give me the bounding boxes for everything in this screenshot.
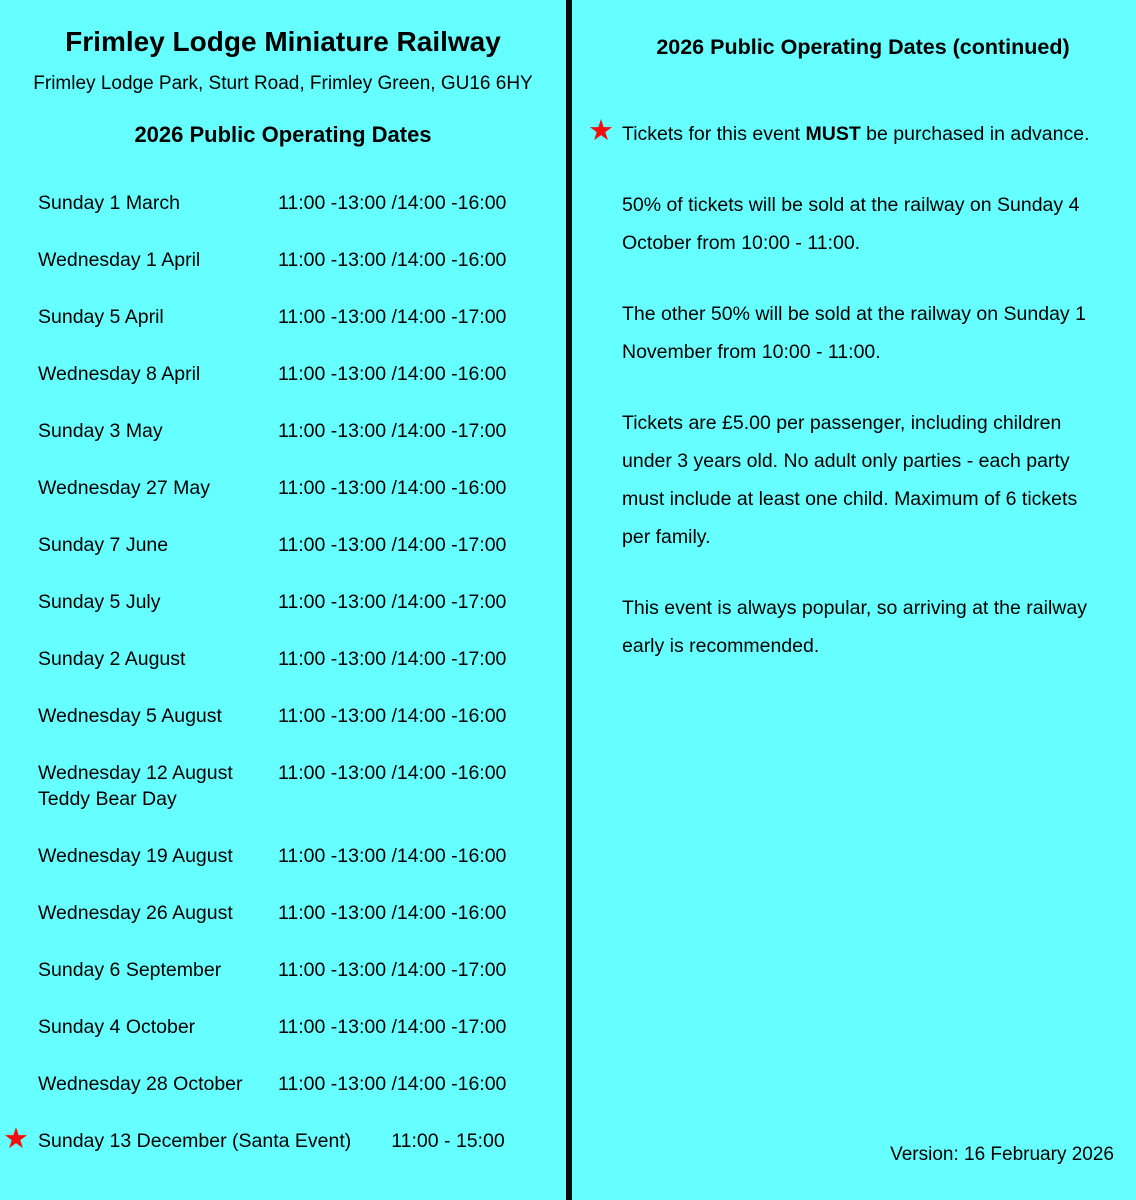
schedule-times: 11:00 -13:00 /14:00 -17:00	[278, 1016, 507, 1038]
schedule-row	[0, 703, 566, 729]
schedule-row	[0, 957, 566, 983]
info-paragraph: 50% of tickets will be sold at the railway on Sunday 4 October from 10:00 - 11:00.	[622, 194, 1080, 254]
schedule-times: 11:00 -13:00 /14:00 -17:00	[278, 591, 507, 613]
schedule-date-line1: Sunday 3 May	[38, 420, 163, 442]
ticket-note-text-after: be purchased in advance.	[860, 123, 1090, 145]
schedule-times: 11:00 -13:00 /14:00 -17:00	[278, 534, 507, 556]
schedule-date-line1: Sunday 1 March	[38, 192, 180, 214]
schedule-date-line1: Wednesday 26 August	[38, 902, 233, 924]
info-paragraph: Tickets are £5.00 per passenger, including children under 3 years old. No adult only parties - each party must include at least one child. Maximum of 6 tickets per family.	[622, 412, 1078, 548]
schedule-times: 11:00 -13:00 /14:00 -16:00	[278, 363, 507, 385]
schedule-date-line1: Wednesday 5 August	[38, 705, 222, 727]
page-title: Frimley Lodge Miniature Railway	[65, 26, 501, 57]
star-icon: ★	[588, 115, 614, 147]
schedule-date-line1: Sunday 6 September	[38, 959, 222, 981]
schedule-date-line1: Sunday 2 August	[38, 648, 186, 670]
info-paragraph: This event is always popular, so arriving at the railway early is recommended.	[622, 597, 1087, 657]
schedule-times: 11:00 -13:00 /14:00 -17:00	[278, 306, 507, 328]
schedule-row	[0, 361, 566, 387]
schedule-row	[0, 900, 566, 926]
info-paragraph: The other 50% will be sold at the railway on Sunday 1 November from 10:00 - 11:00.	[622, 303, 1086, 363]
schedule-date	[38, 361, 278, 387]
schedule-date	[38, 304, 278, 330]
schedule-times: 11:00 -13:00 /14:00 -16:00	[278, 762, 507, 784]
schedule-date	[38, 843, 278, 869]
schedule-row	[0, 190, 566, 216]
schedule-date	[38, 1014, 278, 1040]
schedule-date	[38, 703, 278, 729]
must-emphasis: MUST	[805, 123, 861, 145]
schedule-row	[0, 475, 566, 501]
schedule-date	[38, 589, 278, 615]
schedule-date	[38, 760, 278, 812]
schedule-row	[0, 304, 566, 330]
version-label: Version: 16 February 2026	[890, 1144, 1114, 1165]
schedule-date	[38, 646, 278, 672]
schedule-date-line1: Wednesday 28 October	[38, 1073, 243, 1095]
railway-address: Frimley Lodge Park, Sturt Road, Frimley Green, GU16 6HY	[33, 73, 533, 94]
schedule-date	[38, 475, 278, 501]
schedule-date-line1: Sunday 13 December (Santa Event)	[38, 1130, 352, 1152]
operating-dates-list	[0, 190, 566, 1154]
schedule-date	[38, 957, 278, 983]
schedule-times: 11:00 -13:00 /14:00 -17:00	[278, 959, 507, 981]
schedule-row	[0, 1071, 566, 1097]
schedule-times: 11:00 -13:00 /14:00 -16:00	[278, 192, 507, 214]
ticket-note-text-before: Tickets for this event	[622, 123, 806, 145]
schedule-date-line1: Sunday 5 July	[38, 591, 161, 613]
star-icon: ★	[3, 1123, 29, 1155]
schedule-times: 11:00 -13:00 /14:00 -17:00	[278, 648, 507, 670]
schedule-row	[0, 1123, 566, 1155]
ticket-purchase-note	[588, 115, 1104, 153]
operating-dates-heading: 2026 Public Operating Dates	[134, 122, 432, 147]
schedule-times: 11:00 -13:00 /14:00 -17:00	[278, 420, 507, 442]
right-column	[572, 0, 1136, 1200]
schedule-row	[0, 843, 566, 869]
continued-heading: 2026 Public Operating Dates (continued)	[656, 35, 1070, 59]
schedule-row	[0, 760, 566, 812]
schedule-date	[38, 1071, 278, 1097]
schedule-date	[38, 418, 278, 444]
schedule-date-line1: Sunday 7 June	[38, 534, 169, 556]
schedule-times: 11:00 -13:00 /14:00 -16:00	[278, 249, 507, 271]
schedule-date-line1: Wednesday 19 August	[38, 845, 233, 867]
ticket-info-section	[588, 115, 1104, 665]
schedule-row	[0, 418, 566, 444]
schedule-times: 11:00 -13:00 /14:00 -16:00	[278, 705, 507, 727]
schedule-date-line2: Teddy Bear Day	[38, 788, 177, 810]
schedule-date-line1: Wednesday 1 April	[38, 249, 201, 271]
schedule-times: 11:00 -13:00 /14:00 -16:00	[278, 1073, 507, 1095]
schedule-date-line1: Wednesday 27 May	[38, 477, 210, 499]
schedule-row	[0, 532, 566, 558]
schedule-date	[38, 900, 278, 926]
schedule-row	[0, 1014, 566, 1040]
left-column	[0, 0, 566, 1200]
schedule-row	[0, 247, 566, 273]
schedule-date	[38, 190, 278, 216]
schedule-date-line1: Wednesday 8 April	[38, 363, 201, 385]
schedule-date	[38, 1128, 351, 1154]
schedule-date	[38, 247, 278, 273]
schedule-date	[38, 532, 278, 558]
schedule-times: 11:00 -13:00 /14:00 -16:00	[278, 477, 507, 499]
info-paragraphs	[622, 186, 1104, 665]
schedule-date-line1: Sunday 5 April	[38, 306, 164, 328]
schedule-times: 11:00 -13:00 /14:00 -16:00	[278, 902, 507, 924]
schedule-times: 11:00 -13:00 /14:00 -16:00	[278, 845, 507, 867]
schedule-date-line1: Sunday 4 October	[38, 1016, 196, 1038]
schedule-times: 11:00 - 15:00	[391, 1130, 505, 1152]
schedule-row	[0, 646, 566, 672]
schedule-date-line1: Wednesday 12 August	[38, 762, 233, 784]
schedule-row	[0, 589, 566, 615]
